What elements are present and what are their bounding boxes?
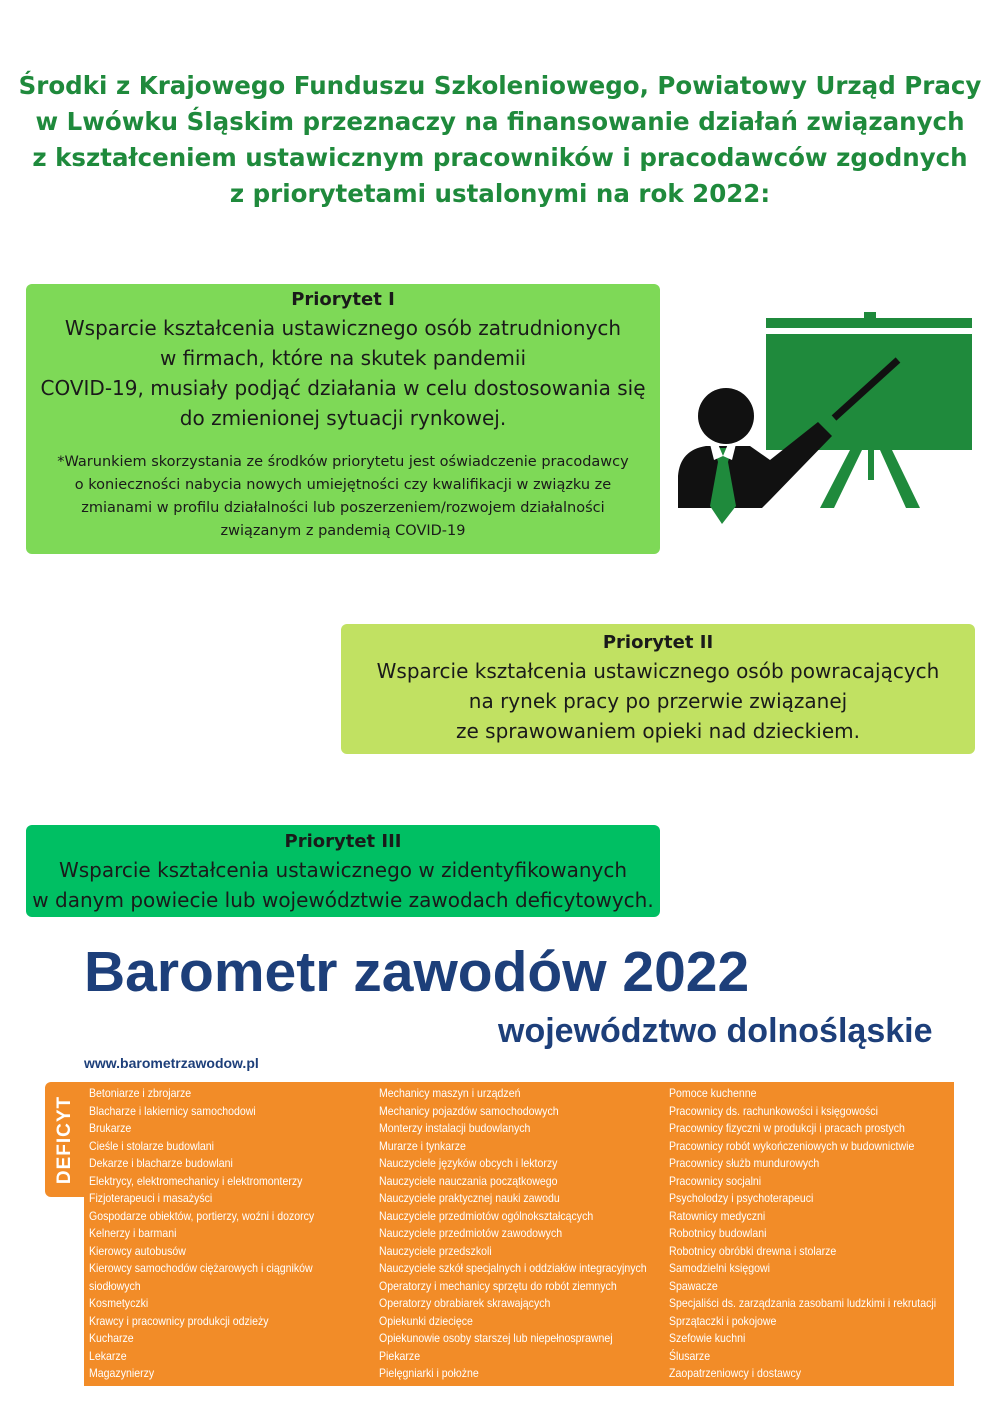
occupation-item: Kucharze bbox=[89, 1331, 134, 1345]
occupation-column-3 bbox=[669, 1085, 972, 1383]
occupation-item: Nauczyciele przedmiotów ogólnokształcących bbox=[379, 1208, 594, 1223]
occupation-item: Kierowcy samochodów ciężarowych i ciągników bbox=[89, 1261, 313, 1275]
occupation-item: Specjaliści ds. zarządzania zasobami ludzkimi i rekrutacji bbox=[669, 1296, 937, 1310]
occupation-item: Lekarze bbox=[89, 1348, 127, 1363]
occupation-item: Nauczyciele nauczania początkowego bbox=[379, 1173, 558, 1188]
occupation-column-2 bbox=[379, 1085, 683, 1383]
occupation-item: Krawcy i pracownicy produkcji odzieży bbox=[89, 1313, 269, 1328]
priority-3-text: Wsparcie kształcenia ustawicznego w zidentyfikowanych bbox=[58, 858, 628, 882]
occupation-item: Nauczyciele praktycznej nauki zawodu bbox=[379, 1191, 560, 1205]
heading-line: Środki z Krajowego Funduszu Szkoleniowego, Powiatowy Urząd Pracy bbox=[18, 71, 982, 100]
occupation-item: Mechanicy maszyn i urządzeń bbox=[379, 1086, 521, 1100]
occupation-item: Mechanicy pojazdów samochodowych bbox=[379, 1103, 559, 1118]
occupation-item: Pracownicy ds. rachunkowości i księgowości bbox=[669, 1103, 878, 1118]
priority-2-text: na rynek pracy po przerwie związanej bbox=[468, 689, 848, 713]
occupation-item: Operatorzy i mechanicy sprzętu do robót ziemnych bbox=[379, 1278, 617, 1293]
occupation-item: Nauczyciele przedszkoli bbox=[379, 1243, 492, 1258]
priority-3-box bbox=[26, 825, 660, 917]
heading-line: z kształceniem ustawicznym pracowników i pracodawców zgodnych bbox=[32, 143, 968, 172]
occupation-item: Psycholodzy i psychoterapeuci bbox=[669, 1191, 814, 1205]
occupation-item: Samodzielni księgowi bbox=[669, 1261, 770, 1275]
occupation-item: Piekarze bbox=[379, 1348, 421, 1363]
occupation-item: Pracownicy socjalni bbox=[669, 1173, 762, 1188]
priority-1-note: związanym z pandemią COVID-19 bbox=[220, 523, 466, 539]
occupation-item: Nauczyciele języków obcych i lektorzy bbox=[379, 1156, 558, 1170]
occupation-item: Pomoce kuchenne bbox=[669, 1086, 757, 1100]
priority-1-text: w firmach, które na skutek pandemii bbox=[159, 346, 527, 370]
occupation-item: Elektrycy, elektromechanicy i elektromonterzy bbox=[89, 1173, 303, 1188]
occupation-item: Kierowcy autobusów bbox=[89, 1243, 186, 1258]
teacher-at-board-icon bbox=[670, 310, 980, 530]
occupation-item: Kosmetyczki bbox=[89, 1296, 149, 1310]
occupation-item: Sprzątaczki i pokojowe bbox=[669, 1313, 777, 1328]
heading-line: z priorytetami ustalonymi na rok 2022: bbox=[229, 179, 771, 208]
occupation-item: Nauczyciele szkół specjalnych i oddziałów integracyjnych bbox=[379, 1261, 647, 1275]
priority-1-box bbox=[26, 284, 660, 554]
occupation-item: Robotnicy obróbki drewna i stolarze bbox=[669, 1243, 837, 1258]
page-heading bbox=[10, 68, 990, 212]
deficyt-label-text: DEFICYT bbox=[54, 1095, 75, 1184]
occupation-item: Opiekunowie osoby starszej lub niepełnosprawnej bbox=[379, 1331, 613, 1345]
occupation-item: Pracownicy służb mundurowych bbox=[669, 1156, 820, 1170]
occupation-item: Pracownicy robót wykończeniowych w budownictwie bbox=[669, 1138, 915, 1153]
occupation-item: Opiekunki dziecięce bbox=[379, 1313, 473, 1328]
occupation-item: Fizjoterapeuci i masażyści bbox=[89, 1191, 213, 1205]
occupation-item: Brukarze bbox=[89, 1121, 132, 1135]
occupation-item: Pielęgniarki i położne bbox=[379, 1366, 479, 1380]
occupation-item: Blacharze i lakiernicy samochodowi bbox=[89, 1103, 256, 1118]
occupation-item: Betoniarze i zbrojarze bbox=[89, 1086, 192, 1100]
occupation-column-1 bbox=[89, 1085, 345, 1383]
priority-2-text: Wsparcie kształcenia ustawicznego osób powracających bbox=[376, 659, 940, 683]
barometer-subtitle: województwo dolnośląskie bbox=[498, 1012, 933, 1050]
occupation-item: Ratownicy medyczni bbox=[669, 1208, 766, 1223]
occupation-item: Spawacze bbox=[669, 1278, 718, 1293]
occupation-item: Operatorzy obrabiarek skrawających bbox=[379, 1296, 551, 1310]
occupation-item: siodłowych bbox=[89, 1278, 141, 1293]
priority-1-text: do zmienionej sytuacji rynkowej. bbox=[179, 406, 507, 430]
occupation-item: Nauczyciele przedmiotów zawodowych bbox=[379, 1226, 563, 1240]
priority-1-note: o konieczności nabycia nowych umiejętności czy kwalifikacji w związku ze bbox=[74, 477, 612, 493]
priority-1-note: zmianami w profilu działalności lub poszerzeniem/rozwojem działalności bbox=[81, 500, 605, 516]
occupation-item: Zaopatrzeniowcy i dostawcy bbox=[669, 1366, 802, 1380]
priority-2-title: Priorytet II bbox=[602, 632, 714, 653]
occupation-item: Kelnerzy i barmani bbox=[89, 1226, 177, 1240]
priority-1-note: *Warunkiem skorzystania ze środków priorytetu jest oświadczenie pracodawcy bbox=[57, 454, 629, 470]
priority-2-text: ze sprawowaniem opieki nad dzieckiem. bbox=[456, 719, 860, 743]
occupation-item: Szefowie kuchni bbox=[669, 1331, 746, 1345]
heading-line: w Lwówku Śląskim przeznaczy na finansowanie działań związanych bbox=[35, 107, 965, 136]
occupation-item: Magazynierzy bbox=[89, 1366, 155, 1380]
barometer-url: www.barometrzawodow.pl bbox=[84, 1055, 259, 1071]
priority-2-box bbox=[341, 624, 975, 754]
priority-1-title: Priorytet I bbox=[291, 289, 395, 310]
occupation-item: Ślusarze bbox=[669, 1348, 711, 1363]
occupation-item: Gospodarze obiektów, portierzy, woźni i dozorcy bbox=[89, 1208, 315, 1223]
priority-3-text: w danym powiecie lub województwie zawodach deficytowych. bbox=[32, 888, 654, 912]
priority-3-title: Priorytet III bbox=[284, 831, 402, 852]
occupation-item: Robotnicy budowlani bbox=[669, 1226, 767, 1240]
occupation-item: Cieśle i stolarze budowlani bbox=[89, 1138, 215, 1153]
occupation-item: Dekarze i blacharze budowlani bbox=[89, 1156, 233, 1170]
occupation-item: Murarze i tynkarze bbox=[379, 1138, 466, 1153]
occupation-item: Monterzy instalacji budowlanych bbox=[379, 1121, 531, 1135]
priority-1-text: COVID-19, musiały podjąć działania w celu dostosowania się bbox=[40, 376, 646, 400]
deficyt-label bbox=[45, 1082, 85, 1197]
barometer-title: Barometr zawodów 2022 bbox=[84, 940, 750, 1004]
priority-1-text: Wsparcie kształcenia ustawicznego osób zatrudnionych bbox=[64, 316, 622, 340]
occupation-item: Pracownicy fizyczni w produkcji i pracach prostych bbox=[669, 1121, 905, 1135]
